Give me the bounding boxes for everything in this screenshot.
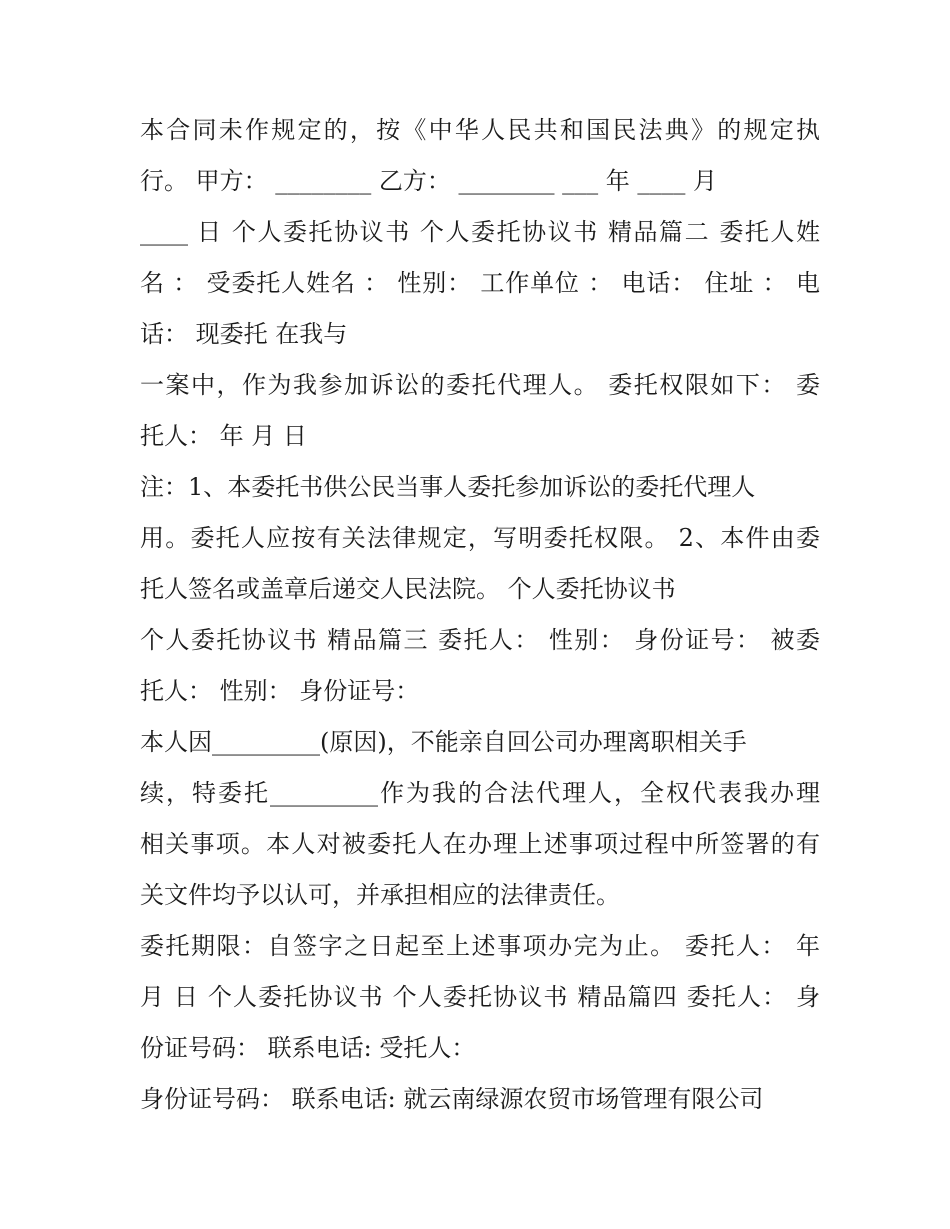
text-line-9: 用。委托人应按有关法律规定，写明委托权限。 2、本件由委 [140, 524, 820, 552]
text-line-2: 行。 甲方： ________ 乙方： ________ ___ 年 ____ 月 [140, 167, 718, 195]
text-line-8: 注：1、本委托书供公民当事人委托参加诉讼的委托代理人 [140, 473, 756, 501]
text-line-5: 话： 现委托 在我与 [140, 320, 348, 348]
text-line-12: 托人： 性别： 身份证号： [140, 677, 420, 705]
text-line-10: 托人签名或盖章后递交人民法院。 个人委托协议书 [140, 575, 676, 603]
text-line-6: 一案中，作为我参加诉讼的委托代理人。 委托权限如下： 委 [140, 371, 820, 399]
text-line-1: 本合同未作规定的，按《中华人民共和国民法典》的规定执 [140, 116, 820, 144]
text-line-11: 个人委托协议书 精品篇三 委托人： 性别： 身份证号： 被委 [140, 626, 820, 654]
text-line-3: ____ 日 个人委托协议书 个人委托协议书 精品篇二 委托人姓 [140, 218, 820, 246]
text-line-15: 相关事项。本人对被委托人在办理上述事项过程中所签署的有 [140, 830, 820, 858]
text-line-19: 份证号码： 联系电话: 受托人： [140, 1034, 476, 1062]
text-line-13: 本人因_________(原因)，不能亲自回公司办理离职相关手 [140, 728, 747, 756]
text-line-18: 月 日 个人委托协议书 个人委托协议书 精品篇四 委托人： 身 [140, 983, 820, 1011]
text-line-17: 委托期限：自签字之日起至上述事项办完为止。 委托人： 年 [140, 932, 820, 960]
text-line-20: 身份证号码： 联系电话: 就云南绿源农贸市场管理有限公司 [140, 1085, 764, 1113]
text-line-4: 名 ： 受委托人姓名 ： 性别： 工作单位 ： 电话： 住址 ： 电 [140, 269, 820, 297]
text-line-7: 托人： 年 月 日 [140, 422, 307, 450]
text-line-14: 续，特委托_________作为我的合法代理人，全权代表我办理 [140, 779, 820, 807]
text-line-16: 关文件均予以认可，并承担相应的法律责任。 [140, 881, 620, 909]
